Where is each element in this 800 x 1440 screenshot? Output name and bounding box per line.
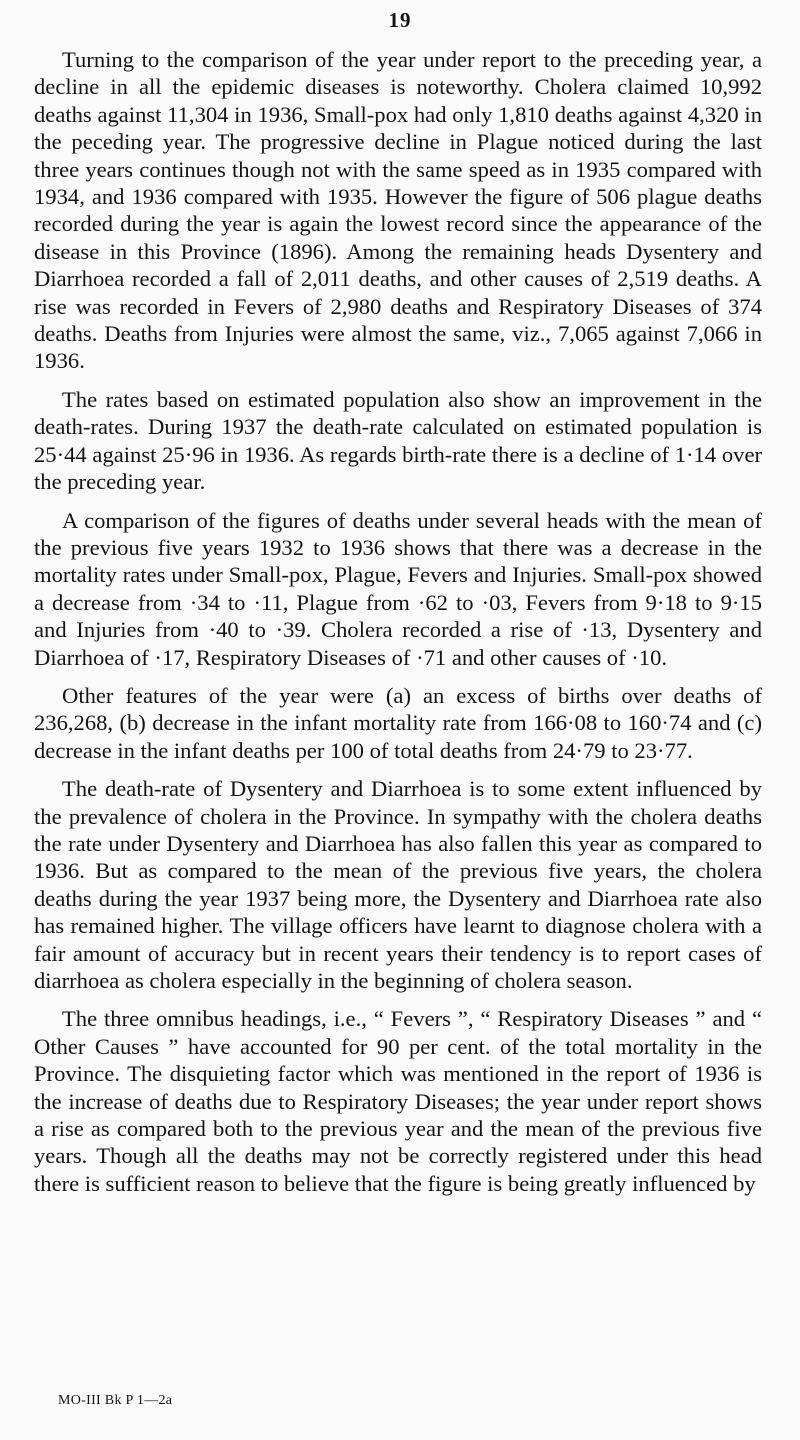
printer-footer-mark: MO-III Bk P 1—2a <box>58 1393 173 1408</box>
paragraph-death-rates: The rates based on estimated population also show an improvement in the death-rates. During 1937 the death-rate calculated on estimated population is 25·44 against 25·96 in 1936. As regards birth-rate there is a decline of 1·14 over the preceding year. <box>34 386 762 495</box>
paragraph-other-features: Other features of the year were (a) an excess of births over deaths of 236,268, (b) decrease in the infant mortality rate from 166·08 to 160·74 and (c) decrease in the infant deaths per 100 of total deaths from 24·79 to 23·77. <box>34 682 762 763</box>
page-number: 19 <box>388 8 412 32</box>
paragraph-omnibus-headings: The three omnibus headings, i.e., “ Fevers ”, “ Respiratory Diseases ” and “ Other Causes ” have accounted for 90 per cent. of the total mortality in the Province. The disquieting factor which was mentioned in the report of 1936 is the increase of deaths due to Respiratory Diseases; the year under report shows a rise as compared both to the previous year and the mean of the previous five years. Though all the deaths may not be correctly registered under this head there is sufficient reason to believe that the figure is being greatly influenced by <box>34 1006 762 1196</box>
paragraph-epidemic-comparison: Turning to the comparison of the year under report to the preceding year, a decline in all the epidemic diseases is noteworthy. Cholera claimed 10,992 deaths against 11,304 in 1936, Small-pox had only 1,810 deaths against 4,320 in the peceding year. The progressive decline in Plague noticed during the last three years continues though not with the same speed as in 1935 compared with 1934, and 1936 compared with 1935. However the figure of 506 plague deaths recorded during the year is again the lowest record since the appearance of the disease in this Province (1896). Among the remaining heads Dysentery and Diarrhoea recorded a fall of 2,011 deaths, and other causes of 2,519 deaths. A rise was recorded in Fevers of 2,980 deaths and Respiratory Diseases of 374 deaths. Deaths from Injuries were almost the same, viz., 7,065 against 7,066 in 1936. <box>34 47 762 374</box>
paragraph-dysentery-diarrhoea: The death-rate of Dysentery and Diarrhoea is to some extent influenced by the prevalence of cholera in the Province. In sympathy with the cholera deaths the rate under Dysentery and Diarrhoea has also fallen this year as compared to 1936. But as compared to the mean of the previous five years, the cholera deaths during the year 1937 being more, the Dysentery and Diarrhoea rate also has remained higher. The village officers have learnt to diagnose cholera with a fair amount of accuracy but in recent years their tendency is to report cases of diarrhoea as cholera especially in the beginning of cholera season. <box>34 776 762 993</box>
paragraph-five-year-mean: A comparison of the figures of deaths under several heads with the mean of the previous five years 1932 to 1936 shows that there was a decrease in the mortality rates under Small-pox, Plague, Fevers and Injuries. Small-pox showed a decrease from ·34 to ·11, Plague from ·62 to ·03, Fevers from 9·18 to 9·15 and Injuries from ·40 to ·39. Cholera recorded a rise of ·13, Dysentery and Diarrhoea of ·17, Respiratory Diseases of ·71 and other causes of ·10. <box>34 507 762 670</box>
body-text <box>34 46 762 1208</box>
